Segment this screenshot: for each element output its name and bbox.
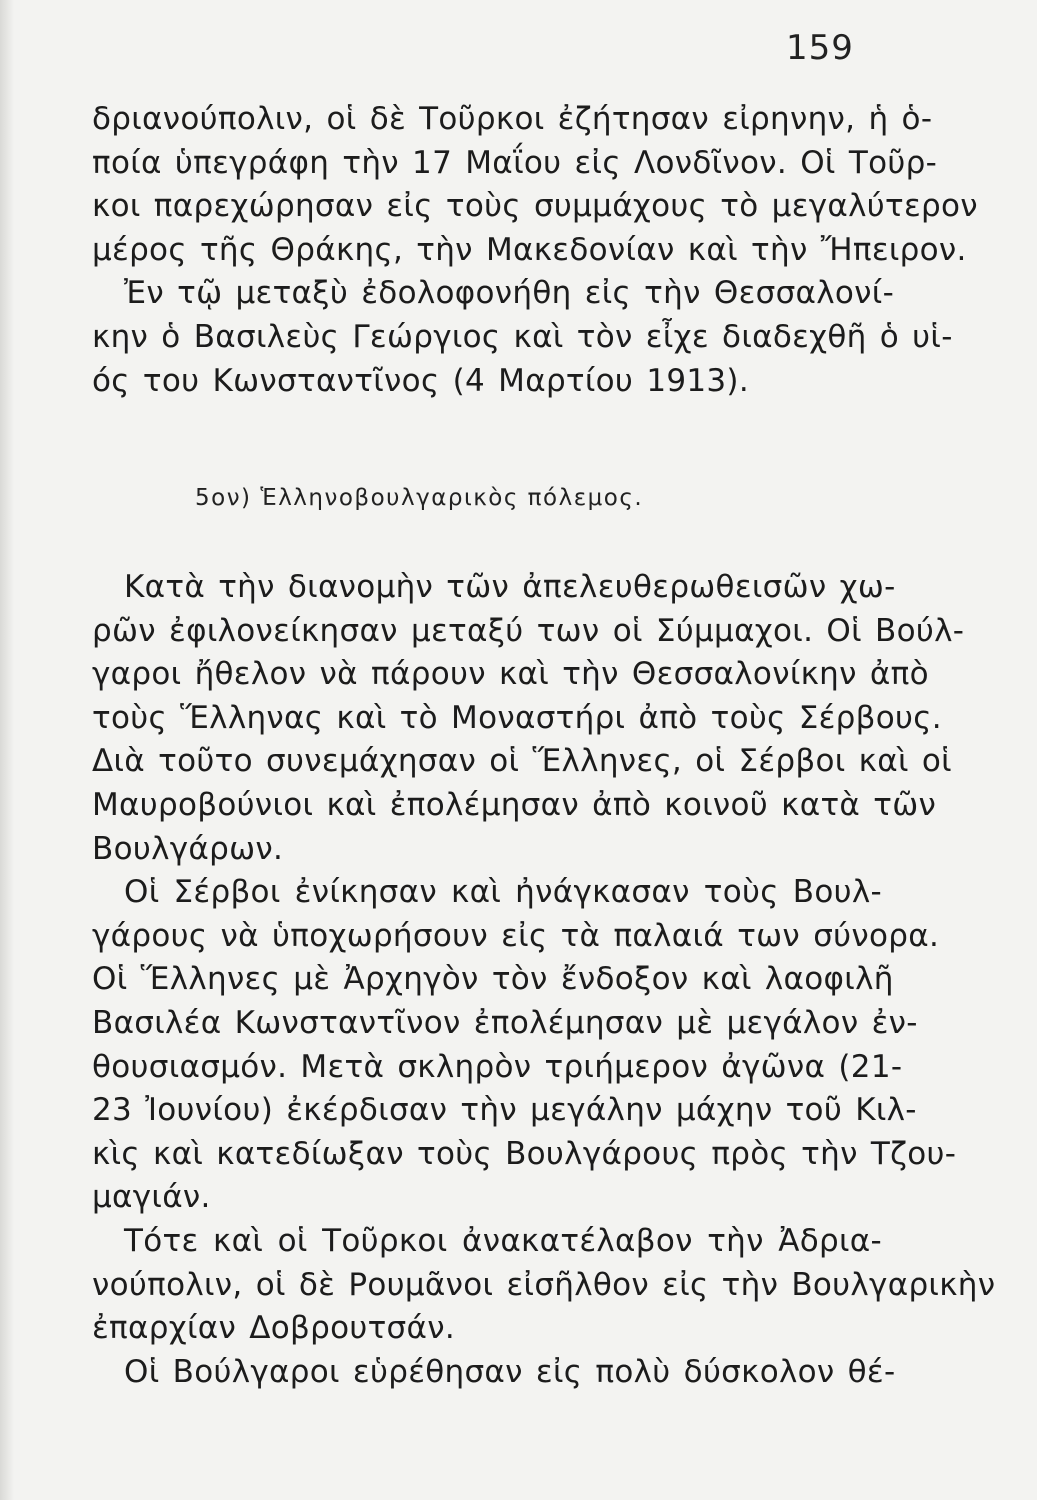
text-line: 23 Ἰουνίου) ἐκέρδισαν τὴν μεγάλην μάχην τοῦ Κιλ- xyxy=(92,1092,917,1129)
text-line: κὶς καὶ κατεδίωξαν τοὺς Βουλγάρους πρὸς τὴν Τζου- xyxy=(92,1135,957,1172)
text-line: τοὺς Ἕλληνας καὶ τὸ Μοναστήρι ἀπὸ τοὺς Σέρβους. xyxy=(92,699,942,736)
text-line: Οἱ Βούλγαροι εὑρέθησαν εἰς πολὺ δύσκολον θέ- xyxy=(124,1353,896,1390)
section-heading: 5ον) Ἑλληνοβουλγαρικὸς πόλεμος. xyxy=(195,485,644,511)
text-line: ός του Κωνσταντῖνος (4 Μαρτίου 1913). xyxy=(92,362,749,399)
scan-left-edge xyxy=(0,0,14,1500)
text-line: Βασιλέα Κωνσταντῖνον ἐπολέμησαν μὲ μεγάλον ἐν- xyxy=(92,1004,918,1041)
text-block-bottom xyxy=(92,566,996,1394)
text-line: νούπολιν, οἱ δὲ Ρουμᾶνοι εἰσῆλθον εἰς τὴν Βουλγαρικὴν xyxy=(92,1266,996,1303)
text-block-top xyxy=(92,98,978,403)
text-line: ρῶν ἐφιλονείκησαν μεταξύ των οἱ Σύμμαχοι. Οἱ Βούλ- xyxy=(92,612,965,649)
page-number: 159 xyxy=(786,28,854,68)
text-line: μέρος τῆς Θράκης, τὴν Μακεδονίαν καὶ τὴν Ἤπειρον. xyxy=(92,231,967,268)
text-line: ποία ὑπεγράφη τὴν 17 Μαΐου εἰς Λονδῖνον. Οἱ Τοῦρ- xyxy=(92,144,938,181)
text-line: Μαυροβούνιοι καὶ ἐπολέμησαν ἀπὸ κοινοῦ κατὰ τῶν xyxy=(92,786,937,823)
text-line: δριανούπολιν, οἱ δὲ Τοῦρκοι ἐζήτησαν εἰρηνην, ἡ ὁ- xyxy=(92,101,933,137)
text-line: θουσιασμόν. Μετὰ σκληρὸν τριήμερον ἀγῶνα (21- xyxy=(92,1048,903,1085)
text-line: Ἐν τῷ μεταξὺ ἐδολοφονήθη εἰς τὴν Θεσσαλονί- xyxy=(124,275,895,312)
text-line: Κατὰ τὴν διανομὴν τῶν ἀπελευθερωθεισῶν χω- xyxy=(124,569,896,605)
text-line: γαροι ἤθελον νὰ πάρουν καὶ τὴν Θεσσαλονίκην ἀπὸ xyxy=(92,656,929,693)
text-line: Βουλγάρων. xyxy=(92,830,284,867)
text-line: ἐπαρχίαν Δοβρουτσάν. xyxy=(92,1310,455,1347)
text-line: Οἱ Σέρβοι ἐνίκησαν καὶ ἠνάγκασαν τοὺς Βουλ- xyxy=(124,874,882,911)
text-line: κην ὁ Βασιλεὺς Γεώργιος καὶ τὸν εἶχε διαδεχθῆ ὁ υἱ- xyxy=(92,318,953,355)
text-line: γάρους νὰ ὑποχωρήσουν εἰς τὰ παλαιά των σύνορα. xyxy=(92,917,940,954)
text-line: Τότε καὶ οἱ Τοῦρκοι ἀνακατέλαβον τὴν Ἀδρια- xyxy=(124,1222,882,1259)
text-line: Διὰ τοῦτο συνεμάχησαν οἱ Ἕλληνες, οἱ Σέρβοι καὶ οἱ xyxy=(92,743,952,780)
text-line: κοι παρεχώρησαν εἰς τοὺς συμμάχους τὸ μεγαλύτερον xyxy=(92,188,978,225)
text-line: μαγιάν. xyxy=(92,1179,211,1216)
text-line: Οἱ Ἕλληνες μὲ Ἀρχηγὸν τὸν ἔνδοξον καὶ λαοφιλῆ xyxy=(92,961,894,998)
